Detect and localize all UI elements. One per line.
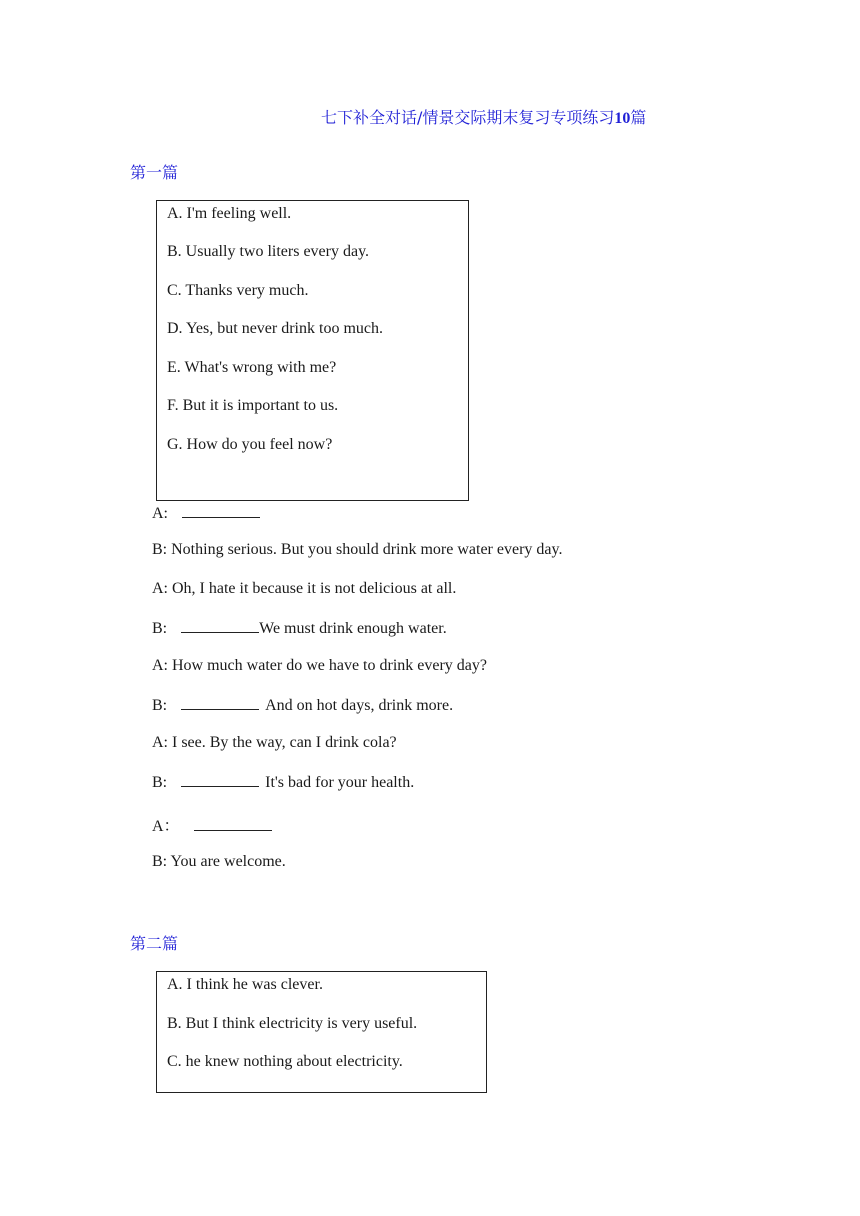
option-item: B. Usually two liters every day. bbox=[167, 243, 370, 260]
option-item: B. But I think electricity is very useful. bbox=[167, 1015, 418, 1032]
option-item: D. Yes, but never drink too much. bbox=[167, 320, 383, 337]
dialogue-line: A: bbox=[152, 503, 266, 523]
section-heading-2: 第二篇 bbox=[130, 934, 179, 953]
option-item: A. I think he was clever. bbox=[167, 976, 323, 993]
option-item: F. But it is important to us. bbox=[167, 397, 339, 414]
answer-blank[interactable] bbox=[181, 695, 259, 710]
answer-blank[interactable] bbox=[181, 618, 259, 633]
option-item: E. What's wrong with me? bbox=[167, 359, 337, 376]
dialogue-line: B: Nothing serious. But you should drink more water every day. bbox=[152, 541, 563, 558]
dialogue-line: A: Oh, I hate it because it is not delicious at all. bbox=[152, 580, 457, 597]
option-item: C. he knew nothing about electricity. bbox=[167, 1053, 403, 1070]
dialogue-line: B: You are welcome. bbox=[152, 853, 286, 870]
option-item: G. How do you feel now? bbox=[167, 436, 333, 453]
options-box-2 bbox=[156, 971, 487, 1093]
answer-blank[interactable] bbox=[181, 772, 259, 787]
options-box-1 bbox=[156, 200, 469, 501]
dialogue-line: A: I see. By the way, can I drink cola? bbox=[152, 734, 397, 751]
answer-blank[interactable] bbox=[182, 503, 260, 518]
option-item: A. I'm feeling well. bbox=[167, 205, 292, 222]
dialogue-line: A： bbox=[152, 813, 278, 836]
section-heading-1: 第一篇 bbox=[130, 163, 179, 182]
dialogue-line: B: It's bad for your health. bbox=[152, 774, 415, 791]
dialogue-line: B: We must drink enough water. bbox=[152, 620, 447, 637]
dialogue-line: A: How much water do we have to drink every day? bbox=[152, 657, 487, 674]
answer-blank[interactable] bbox=[194, 816, 272, 831]
option-item: C. Thanks very much. bbox=[167, 282, 309, 299]
page-title: 七下补全对话/情景交际期末复习专项练习10篇 bbox=[321, 108, 647, 127]
dialogue-line: B: And on hot days, drink more. bbox=[152, 697, 454, 714]
